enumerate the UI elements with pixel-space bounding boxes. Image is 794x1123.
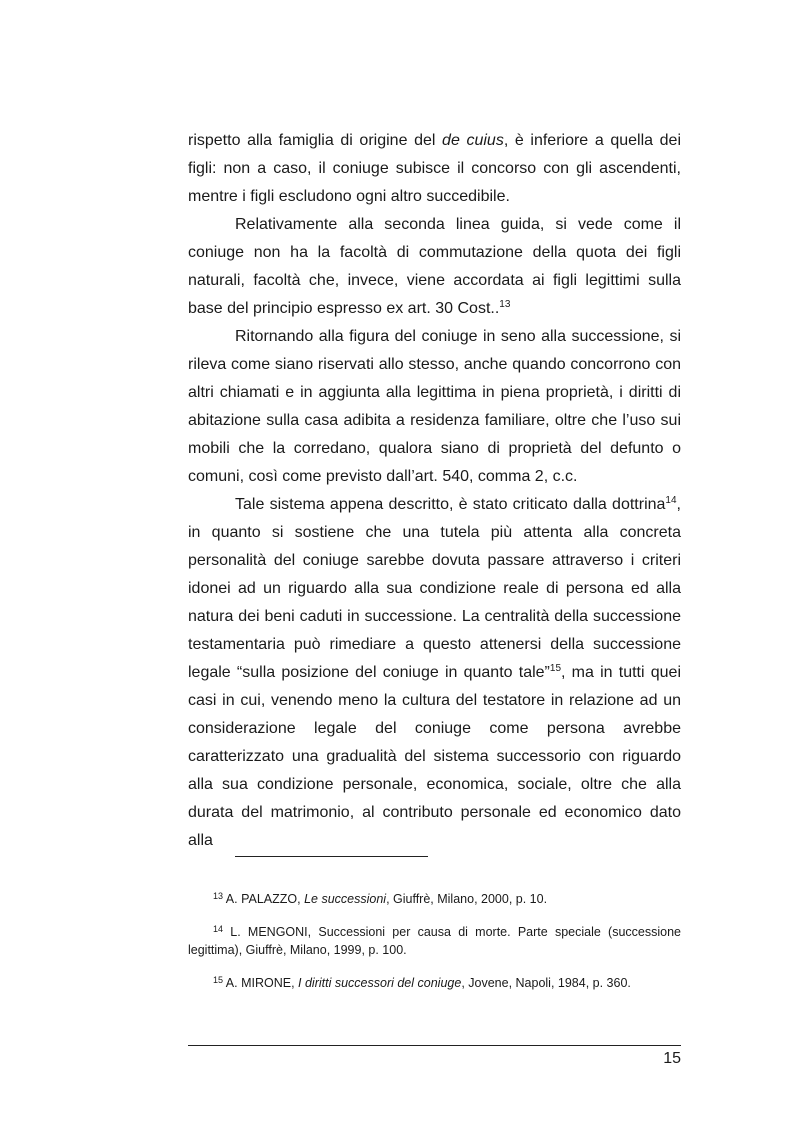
paragraph-4: Tale sistema appena descritto, è stato criticato dalla dottrina$^{14}$, in quanto si sostiene che una tutela più attenta alla concreta personalità del coniuge sarebbe dovuta passare attraverso i criteri idonei ad un riguardo alla sua condizione reale di persona ed alla natura dei beni caduti in successione. La centralità della successione testamentaria può rimediare a questo attenersi della successione legale “sulla posizione del coniuge in quanto tale”$^{15}$, ma in tutti quei casi in cui, venendo meno la cultura del testatore in relazione ad un considerazione legale del coniuge come persona avrebbe caratterizzato una gradualità del sistema successorio con riguardo alla sua condizione personale, economica, sociale, oltre che alla durata del matrimonio, al contributo personale ed economico dato alla [188,495,681,849]
footnote-separator [235,856,428,857]
paragraph-3: Ritornando alla figura del coniuge in seno alla successione, si rileva come siano riservati allo stesso, anche quando concorrono con altri chiamati e in aggiunta alla legittima in piena proprietà, i diritti di abitazione sulla casa adibita a residenza familiare, oltre che l’uso sui mobili che la corredano, qualora siano di proprietà del defunto o comuni, così come previsto dall’art. 540, comma 2, c.c. [188,328,681,485]
footnote-ref-14[interactable]: 14 [665,495,677,506]
paragraph-1: rispetto alla famiglia di origine del de cuius, è inferiore a quella dei figli: non a caso, il coniuge subisce il concorso con gli ascendenti, mentre i figli escludono ogni altro succedibile. [188,132,681,205]
footnotes [188,890,681,1007]
footnote-number: 14 [213,924,224,934]
footnote-number: 13 [213,891,224,901]
footnote-title: I diritti successori del coniuge [298,976,462,990]
footnote-13: $^{13}$ A. PALAZZO, Le successioni, Giuffrè, Milano, 2000, p. 10. [213,891,548,906]
page-number: 15 [663,1050,681,1067]
footnote-15: $^{15}$ A. MIRONE, I diritti successori del coniuge, Jovene, Napoli, 1984, p. 360. [213,975,631,990]
footnote-title: Le successioni [304,892,387,906]
page-footer-rule [188,1045,681,1046]
paragraph-2: Relativamente alla seconda linea guida, si vede come il coniuge non ha la facoltà di commutazione della quota dei figli naturali, facoltà che, invece, viene accordata ai figli legittimi sulla base del principio espresso ex art. 30 Cost..$^{13}$ [188,216,681,317]
footnote-14: $^{14}$ L. MENGONI, Successioni per causa di morte. Parte speciale (successione legittima), Giuffrè, Milano, 1999, p. 100. [188,924,681,957]
main-text [188,127,681,855]
latin-term: de cuius [442,132,504,149]
footnote-number: 15 [213,975,224,985]
footnote-ref-15[interactable]: 15 [549,663,562,674]
footnote-ref-13[interactable]: 13 [499,299,511,310]
